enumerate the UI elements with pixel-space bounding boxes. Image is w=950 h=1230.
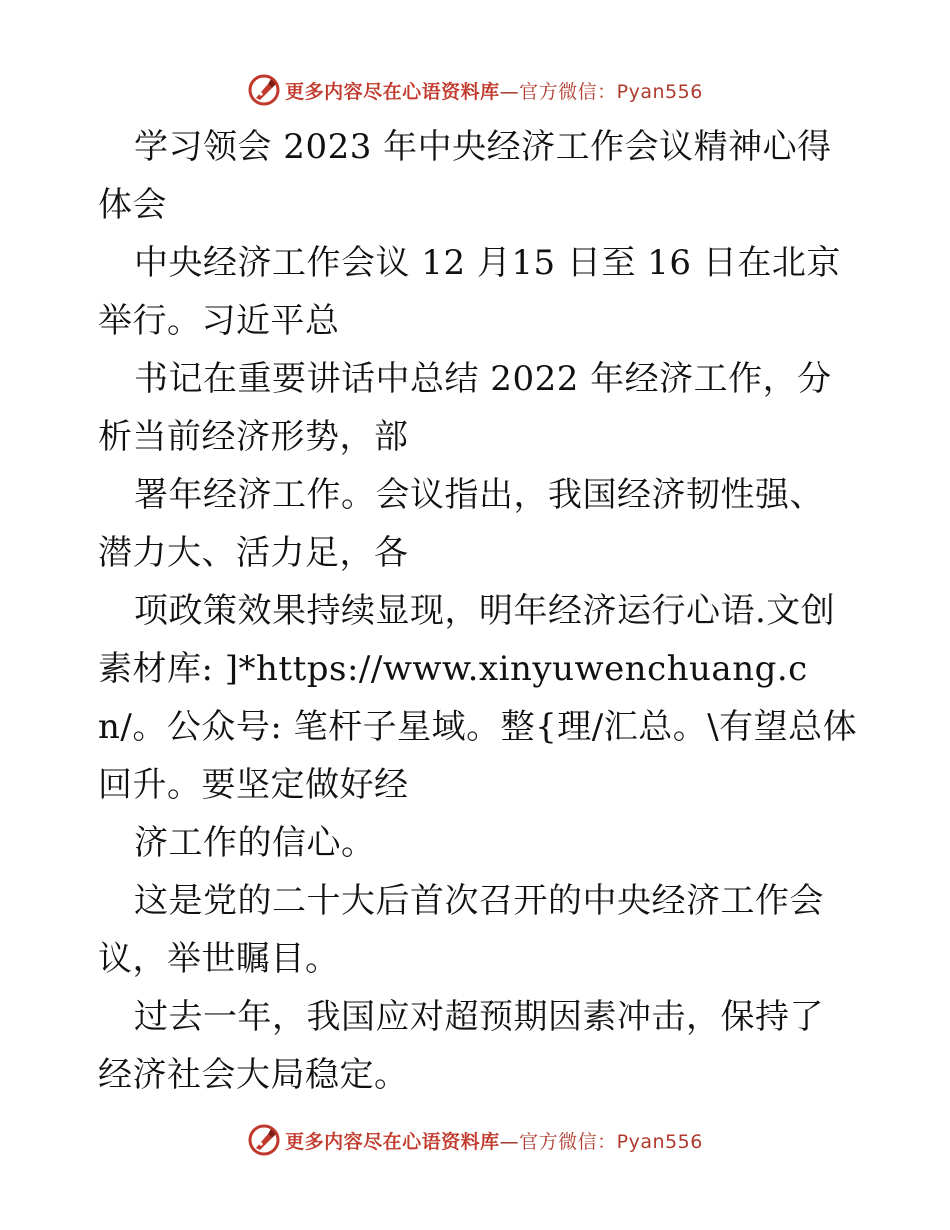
paragraph: 这是党的二十大后首次召开的中央经济工作会议，举世瞩目。 — [98, 881, 824, 979]
banner-wechat-text: 官方微信：Pyan556 — [519, 80, 703, 103]
paragraph: 济工作的信心。 — [134, 823, 376, 863]
banner-separator: — — [499, 1130, 520, 1153]
banner-site-text: 更多内容尽在心语资料库 — [285, 1130, 500, 1153]
paragraph: 项政策效果持续显现，明年经济运行心语.文创素材库: ]*https://www.xinyuwenchuang.cn/。公众号: 笔杆子星域。整{理/汇总。\有望总体回升。要坚定做好经 — [98, 591, 858, 805]
banner-separator: — — [499, 80, 520, 103]
footer-banner — [0, 1120, 950, 1160]
pen-nib-logo-icon — [247, 73, 281, 107]
paragraph: 过去一年，我国应对超预期因素冲击，保持了经济社会大局稳定。 — [98, 997, 824, 1095]
paragraph-title: 学习领会 2023 年中央经济工作会议精神心得体会 — [98, 127, 832, 225]
banner-text — [285, 1127, 703, 1154]
header-banner — [0, 70, 950, 110]
banner-text — [285, 77, 703, 104]
document-body — [98, 118, 858, 1104]
pen-nib-logo-icon — [247, 1123, 281, 1157]
paragraph: 中央经济工作会议 12 月15 日至 16 日在北京举行。习近平总 — [98, 243, 841, 341]
banner-wechat-text: 官方微信：Pyan556 — [519, 1130, 703, 1153]
paragraph: 署年经济工作。会议指出，我国经济韧性强、潜力大、活力足，各 — [98, 475, 824, 573]
paragraph: 书记在重要讲话中总结 2022 年经济工作，分析当前经济形势，部 — [98, 359, 832, 457]
banner-site-text: 更多内容尽在心语资料库 — [285, 80, 500, 103]
